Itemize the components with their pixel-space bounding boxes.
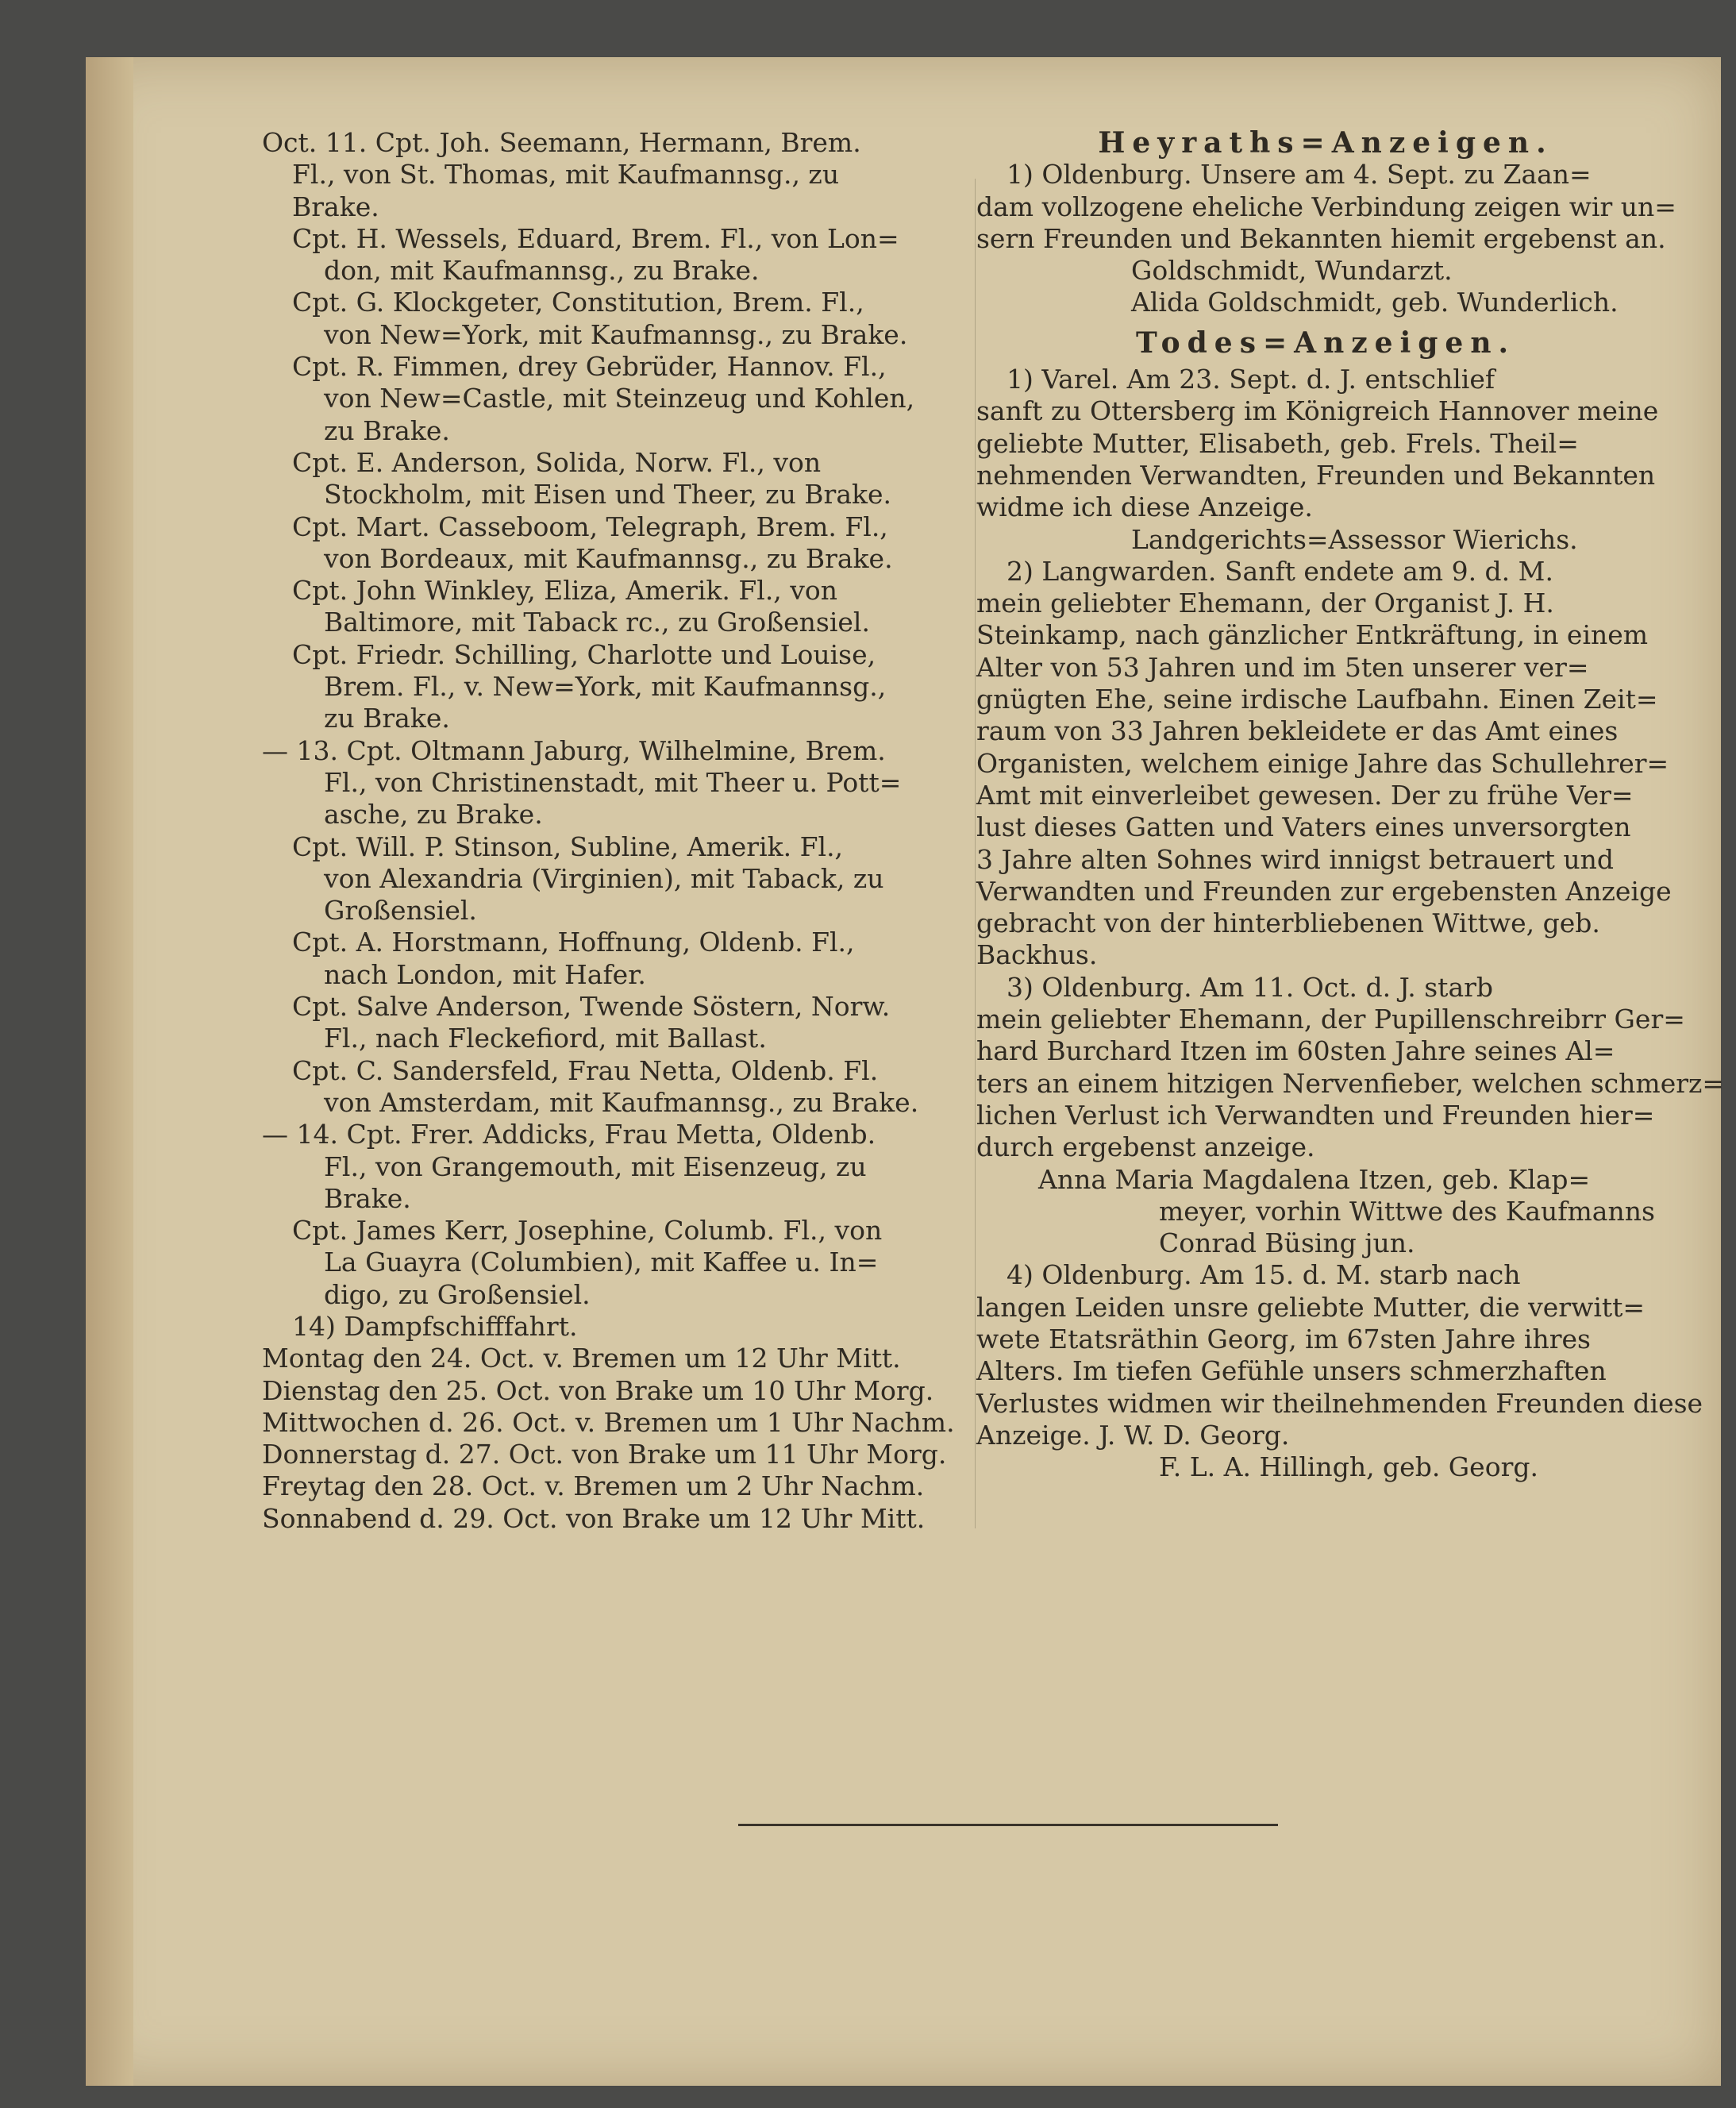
shipping-arrivals-column — [262, 127, 976, 1535]
text-line: Fl., von Christinenstadt, mit Theer u. Pott= — [324, 766, 902, 798]
text-line: Baltimore, mit Taback rc., zu Großensiel. — [324, 607, 870, 638]
text-line: — 14. Cpt. Frer. Addicks, Frau Metta, Oldenb. — [262, 1119, 876, 1150]
signature-line: Conrad Büsing jun. — [1159, 1227, 1415, 1259]
text-line: Großensiel. — [324, 895, 477, 927]
text-line: Brem. Fl., v. New=York, mit Kaufmannsg., — [324, 671, 887, 703]
text-line: Fl., von St. Thomas, mit Kaufmannsg., zu — [292, 159, 840, 191]
text-line: von Amsterdam, mit Kaufmannsg., zu Brake. — [324, 1086, 919, 1118]
text-line: hard Burchard Itzen im 60sten Jahre seines Al= — [976, 1035, 1615, 1067]
schedule-line: Donnerstag d. 27. Oct. von Brake um 11 Uhr Morg. — [262, 1439, 947, 1470]
text-line: don, mit Kaufmannsg., zu Brake. — [324, 255, 760, 287]
text-line: sern Freunden und Bekannten hiemit ergebenst an. — [976, 222, 1666, 254]
text-line: durch ergebenst anzeige. — [976, 1131, 1315, 1163]
text-line: Verwandten und Freunden zur ergebensten Anzeige — [976, 875, 1672, 907]
text-line: von Bordeaux, mit Kaufmannsg., zu Brake. — [324, 542, 893, 574]
text-line: Brake. — [292, 191, 379, 222]
text-line: Alter von 53 Jahren und im 5ten unserer ver= — [976, 651, 1589, 683]
text-line: nach London, mit Hafer. — [324, 958, 646, 990]
text-line: Backhus. — [976, 939, 1098, 971]
text-line: La Guayra (Columbien), mit Kaffee u. In= — [324, 1247, 879, 1278]
schedule-line: Dienstag den 25. Oct. von Brake um 10 Uhr Morg. — [262, 1374, 934, 1406]
schedule-line: Freytag den 28. Oct. v. Bremen um 2 Uhr Nachm. — [262, 1470, 925, 1502]
text-line: Cpt. Mart. Casseboom, Telegraph, Brem. Fl., — [292, 511, 888, 542]
text-line: Cpt. Friedr. Schilling, Charlotte und Louise, — [292, 638, 876, 670]
text-line: Brake. — [324, 1182, 411, 1214]
signature-line: Anzeige. J. W. D. Georg. — [976, 1419, 1290, 1451]
text-line: Verlustes widmen wir theilnehmenden Freunden diese — [976, 1387, 1703, 1419]
signature-line: meyer, vorhin Wittwe des Kaufmanns — [1159, 1195, 1655, 1227]
text-line: Stockholm, mit Eisen und Theer, zu Brake. — [324, 479, 892, 511]
schedule-line: Sonnabend d. 29. Oct. von Brake um 12 Uhr Mitt. — [262, 1502, 926, 1534]
text-line: Cpt. Will. P. Stinson, Subline, Amerik. Fl., — [292, 830, 844, 862]
signature-line: Anna Maria Magdalena Itzen, geb. Klap= — [1038, 1163, 1591, 1195]
text-line: sanft zu Ottersberg im Königreich Hannover meine — [976, 395, 1659, 427]
schedule-line: Montag den 24. Oct. v. Bremen um 12 Uhr Mitt. — [262, 1343, 901, 1374]
text-line: wete Etatsräthin Georg, im 67sten Jahre ihres — [976, 1323, 1591, 1355]
text-line: — 13. Cpt. Oltmann Jaburg, Wilhelmine, Brem. — [262, 734, 886, 766]
text-line: Cpt. G. Klockgeter, Constitution, Brem. Fl., — [292, 287, 864, 318]
signature-line: Alida Goldschmidt, geb. Wunderlich. — [1131, 287, 1619, 318]
text-line: lichen Verlust ich Verwandten und Freunden hier= — [976, 1099, 1655, 1131]
text-line: widme ich diese Anzeige. — [976, 491, 1313, 523]
text-line: Cpt. C. Sandersfeld, Frau Netta, Oldenb. Fl. — [292, 1054, 879, 1086]
text-line: 3) Oldenburg. Am 11. Oct. d. J. starb — [1007, 971, 1494, 1003]
text-line: von Alexandria (Virginien), mit Taback, zu — [324, 862, 884, 894]
text-line: dam vollzogene eheliche Verbindung zeigen wir un= — [976, 191, 1676, 222]
section-heading: 14) Dampfschifffahrt. — [292, 1310, 578, 1342]
text-line: Cpt. A. Horstmann, Hoffnung, Oldenb. Fl., — [292, 927, 855, 958]
text-line: mein geliebter Ehemann, der Organist J. H. — [976, 588, 1554, 619]
text-line: von New=York, mit Kaufmannsg., zu Brake. — [324, 318, 908, 350]
text-line: 2) Langwarden. Sanft endete am 9. d. M. — [1007, 555, 1553, 587]
page-stack-edge — [86, 57, 133, 2086]
text-line: 1) Varel. Am 23. Sept. d. J. entschlief — [1007, 364, 1495, 395]
text-line: Steinkamp, nach gänzlicher Entkräftung, in einem — [976, 619, 1649, 651]
text-line: Cpt. James Kerr, Josephine, Columb. Fl., von — [292, 1215, 883, 1247]
text-line: Cpt. H. Wessels, Eduard, Brem. Fl., von Lon= — [292, 222, 899, 254]
text-line: Fl., von Grangemouth, mit Eisenzeug, zu — [324, 1150, 867, 1182]
text-line: asche, zu Brake. — [324, 799, 543, 830]
text-line: Cpt. Salve Anderson, Twende Söstern, Norw. — [292, 991, 891, 1023]
text-line: raum von 33 Jahren bekleidete er das Amt eines — [976, 715, 1619, 747]
text-line: Cpt. E. Anderson, Solida, Norw. Fl., von — [292, 446, 822, 478]
text-line: gebracht von der hinterbliebenen Wittwe, geb. — [976, 908, 1600, 939]
text-line: gnügten Ehe, seine irdische Laufbahn. Einen Zeit= — [976, 684, 1658, 715]
text-line: Amt mit einverleibet gewesen. Der zu frühe Ver= — [976, 779, 1634, 811]
text-line: Fl., nach Fleckefiord, mit Ballast. — [324, 1023, 767, 1054]
text-line: Alters. Im tiefen Gefühle unsers schmerzhaften — [976, 1355, 1607, 1387]
signature-line: Goldschmidt, Wundarzt. — [1131, 255, 1453, 287]
text-line: von New=Castle, mit Steinzeug und Kohlen, — [324, 383, 915, 414]
text-line: Cpt. R. Fimmen, drey Gebrüder, Hannov. Fl., — [292, 351, 887, 383]
text-line: nehmenden Verwandten, Freunden und Bekannten — [976, 459, 1656, 491]
text-line: zu Brake. — [324, 703, 450, 734]
text-line: 3 Jahre alten Sohnes wird innigst betrauert und — [976, 843, 1615, 875]
text-line: zu Brake. — [324, 414, 450, 446]
text-line: digo, zu Großensiel. — [324, 1278, 591, 1310]
text-line: Cpt. John Winkley, Eliza, Amerik. Fl., von — [292, 575, 838, 607]
text-line: 4) Oldenburg. Am 15. d. M. starb nach — [1007, 1259, 1521, 1291]
text-line: lust dieses Gatten und Vaters eines unversorgten — [976, 811, 1631, 843]
marriage-heading: Heyraths=Anzeigen. — [1098, 126, 1553, 160]
death-heading: Todes=Anzeigen. — [1135, 326, 1516, 360]
text-line: Oct. 11. Cpt. Joh. Seemann, Hermann, Brem. — [262, 127, 861, 158]
signature-line: Landgerichts=Assessor Wierichs. — [1131, 523, 1578, 555]
text-line: mein geliebter Ehemann, der Pupillenschreibrr Ger= — [976, 1004, 1685, 1035]
text-line: ters an einem hitzigen Nervenfieber, welchen schmerz= — [976, 1067, 1725, 1099]
schedule-line: Mittwochen d. 26. Oct. v. Bremen um 1 Uhr Nachm. — [262, 1406, 955, 1438]
announcements-column — [976, 126, 1725, 1483]
text-line: 1) Oldenburg. Unsere am 4. Sept. zu Zaan= — [1007, 159, 1592, 191]
closing-rule — [738, 1824, 1278, 1826]
text-line: langen Leiden unsre geliebte Mutter, die verwitt= — [976, 1291, 1646, 1323]
text-line: Organisten, welchem einige Jahre das Schullehrer= — [976, 747, 1669, 779]
text-line: geliebte Mutter, Elisabeth, geb. Frels. Theil= — [976, 427, 1579, 459]
signature-line: F. L. A. Hillingh, geb. Georg. — [1159, 1451, 1538, 1483]
